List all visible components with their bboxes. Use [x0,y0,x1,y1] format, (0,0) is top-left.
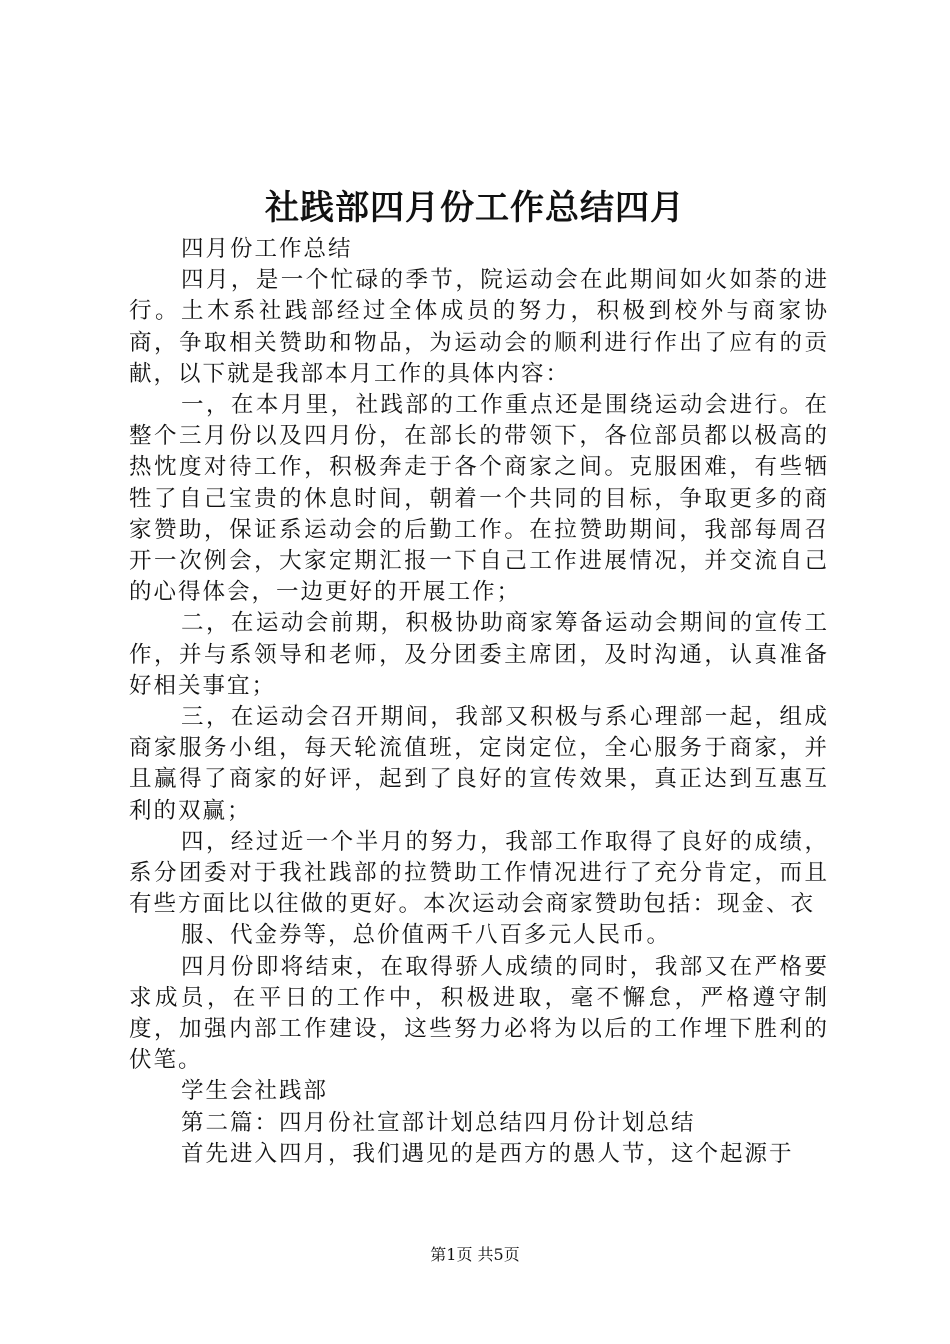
paragraph-second-article-start: 首先进入四月，我们遇见的是西方的愚人节，这个起源于 [181,1140,794,1167]
paragraph-conclusion: 四月份即将结束，在取得骄人成绩的同时，我部又在严格要求成员，在平日的工作中，积极进取，毫不懈怠，严格遵守制度，加强内部工作建设，这些努力必将为以后的工作埋下胜利的伏笔。 [129,953,829,1074]
paragraph-signature: 学生会社践部 [181,1078,329,1105]
paragraph-item-4-continued: 服、代金券等，总价值两千八百多元人民币。 [181,922,672,949]
paragraph-item-4: 四，经过近一个半月的努力，我部工作取得了良好的成绩，系分团委对于我社践部的拉赞助工作情况进行了充分肯定，而且有些方面比以往做的更好。本次运动会商家赞助包括：现金、衣 [129,828,829,918]
paragraph-item-2: 二，在运动会前期，积极协助商家筹备运动会期间的宣传工作，并与系领导和老师，及分团委主席团，及时沟通，认真准备好相关事宜； [129,610,829,699]
page-footer: 第1页 共5页 [430,1245,520,1264]
paragraph-second-article-title: 第二篇：四月份社宣部计划总结四月份计划总结 [181,1109,696,1136]
paragraph-item-3: 三，在运动会召开期间，我部又积极与系心理部一起，组成商家服务小组，每天轮流值班，定岗定位，全心服务于商家，并且赢得了商家的好评，起到了良好的宣传效果，真正达到互惠互利的双赢； [129,704,829,824]
document-body [129,234,829,1170]
paragraph-intro: 四月，是一个忙碌的季节，院运动会在此期间如火如荼的进行。土木系社践部经过全体成员的努力，积极到校外与商家协商，争取相关赞助和物品，为运动会的顺利进行作出了应有的贡献，以下就是我部本月工作的具体内容： [129,267,829,387]
paragraph-heading: 四月份工作总结 [181,236,353,262]
document-title: 社践部四月份工作总结四月 [265,188,685,228]
paragraph-item-1: 一，在本月里，社践部的工作重点还是围绕运动会进行。在整个三月份以及四月份，在部长的带领下，各位部员都以极高的热忱度对待工作，积极奔走于各个商家之间。克服困难，有些牺牲了自己宝贵的休息时间，朝着一个共同的目标，争取更多的商家赞助，保证系运动会的后勤工作。在拉赞助期间，我部每周召开一次例会，大家定期汇报一下自己工作进展情况，并交流自己的心得体会，一边更好的开展工作； [129,392,829,606]
